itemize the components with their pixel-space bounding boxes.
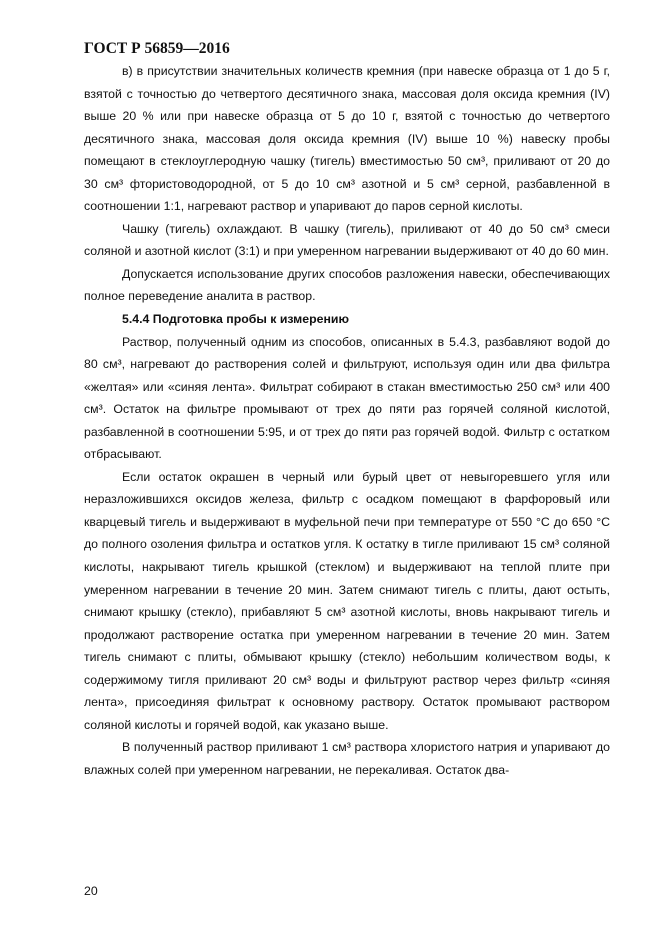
- paragraph-ashing: Если остаток окрашен в черный или бурый цвет от невыгоревшего угля или неразложившихся оксидов железа, фильтр с осадком помещают в фарфоровый или кварцевый тигель и выдерживают в муфельной печи при температуре от 550 °С до 650 °С до полного озоления фильтра и остатков угля. К остатку в тигле приливают 15 см³ соляной кислоты, накрывают тигель крышкой (стеклом) и выдерживают на теплой плите при умеренном нагревании в течение 20 мин. Затем снимают тигель с плиты, дают остыть, снимают крышку (стекло), прибавляют 5 см³ азотной кислоты, вновь накрывают тигель и продолжают растворение остатка при умеренном нагревании в течение 20 мин. Затем тигель снимают с плиты, обмывают крышку (стекло) небольшим количеством воды, к содержимому тигля приливают 20 см³ воды и фильтруют раствор через фильтр «синяя лента», присоединяя фильтрат к основному раствору. Остаток промывают раствором соляной кислоты и горячей водой, как указано выше.: [84, 469, 610, 732]
- section-number: 5.4.4: [122, 312, 150, 327]
- paragraph-alternatives: Допускается использование других способов разложения навески, обеспечивающих полное переведение аналита в раствор.: [84, 266, 610, 304]
- paragraph-sodium-chloride: В полученный раствор приливают 1 см³ раствора хлористого натрия и упаривают до влажных солей при умеренном нагревании, не перекаливая. Остаток два-: [84, 740, 610, 777]
- page-number: 20: [84, 884, 98, 898]
- paragraph-dilution: Раствор, полученный одним из способов, описанных в 5.4.3, разбавляют водой до 80 см³, нагревают до растворения солей и фильтруют, используя один или два фильтра «желтая» или «синяя лента». Фильтрат собирают в стакан вместимостью 250 см³ или 400 см³. Остаток на фильтре промывают от трех до пяти раз горячей соляной кислотой, разбавленной в соотношении 5:95, и от трех до пяти раз горячей водой. Фильтр с остатком отбрасывают.: [84, 334, 610, 462]
- document-header: ГОСТ Р 56859—2016: [84, 40, 230, 57]
- paragraph-item-c: в) в присутствии значительных количеств кремния (при навеске образца от 1 до 5 г, взятой с точностью до четвертого десятичного знака, массовая доля оксида кремния (IV) выше 20 % или при навеске образца от 5 до 10 г, взятой с точностью до четвертого десятичного знака, массовая доля оксида кремния (IV) выше 10 %) навеску пробы помещают в стеклоуглеродную чашку (тигель) вместимостью 50 см³, приливают от 20 до 30 см³ фтористоводородной, от 5 до 10 см³ азотной и 5 см³ серной, разбавленной в соотношении 1:1, нагревают раствор и упаривают до паров серной кислоты.: [84, 64, 610, 214]
- section-title: Подготовка пробы к измерению: [152, 312, 349, 327]
- section-heading: [84, 308, 610, 331]
- paragraph-cooling: Чашку (тигель) охлаждают. В чашку (тигель), приливают от 40 до 50 см³ смеси соляной и азотной кислот (3:1) и при умеренном нагревании выдерживают от 40 до 60 мин.: [84, 221, 610, 259]
- document-body: [84, 60, 610, 782]
